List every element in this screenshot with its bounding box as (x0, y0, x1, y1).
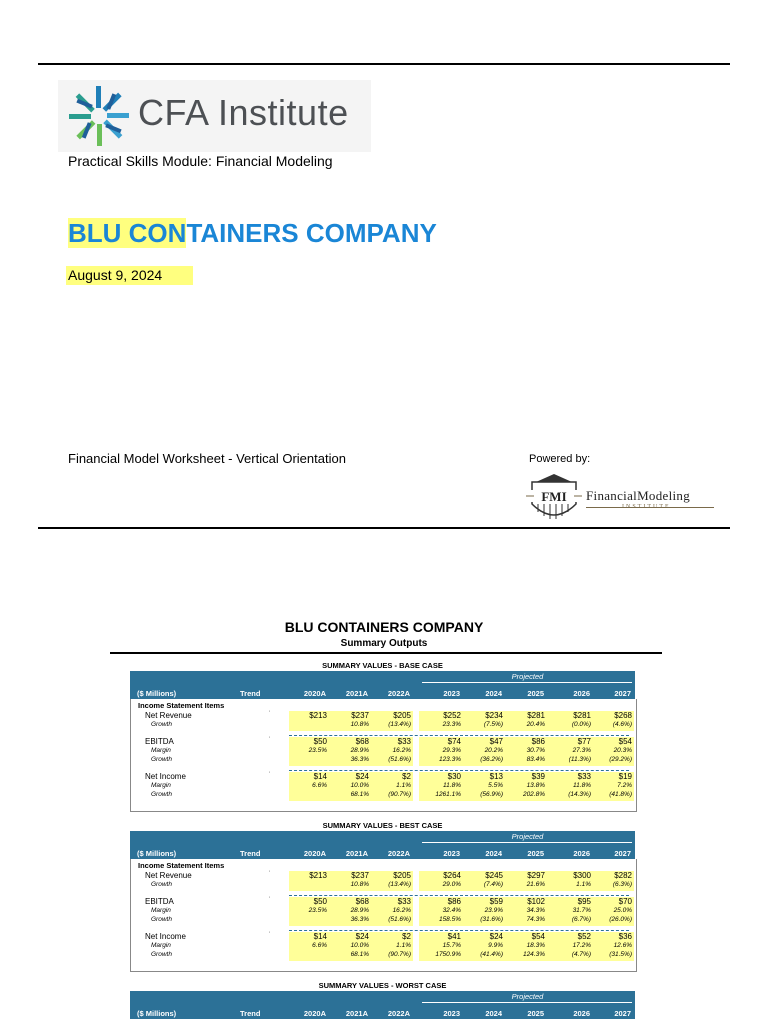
value-cell: $213 (309, 871, 327, 880)
subvalue-cell: 27.3% (572, 747, 591, 754)
value-cell: $14 (313, 932, 327, 941)
table-row (131, 737, 636, 747)
value-cell: $33 (397, 897, 411, 906)
subvalue-cell: 23.3% (442, 721, 461, 728)
subvalue-cell: 32.4% (442, 907, 461, 914)
section-label: Income Statement Items (138, 701, 225, 710)
report-date: August 9, 2024 (66, 266, 193, 285)
year-header: 2021A (345, 849, 368, 858)
subrow-label: Growth (151, 721, 172, 728)
subvalue-cell: (31.6%) (480, 916, 503, 923)
subvalue-cell: (36.2%) (480, 756, 503, 763)
value-cell: $95 (577, 897, 591, 906)
trend-sparkline: ' (269, 737, 271, 743)
projected-label: Projected (511, 832, 544, 841)
trend-label: Trend (240, 1009, 261, 1018)
value-cell: $54 (618, 737, 632, 746)
subrow-label: Margin (151, 747, 171, 754)
subvalue-cell: 20.3% (613, 747, 632, 754)
projected-divider (422, 1002, 632, 1003)
year-header: 2020A (303, 849, 326, 858)
value-cell: $41 (447, 932, 461, 941)
subvalue-cell: (90.7%) (388, 791, 411, 798)
subvalue-cell: 23.5% (308, 907, 327, 914)
section-label: Income Statement Items (138, 861, 225, 870)
value-cell: $102 (527, 897, 545, 906)
subvalue-cell: (26.0%) (609, 916, 632, 923)
subvalue-cell: 28.9% (350, 907, 369, 914)
top-rule (38, 63, 730, 65)
value-cell: $59 (489, 897, 503, 906)
value-cell: $54 (531, 932, 545, 941)
subvalue-cell: 6.6% (312, 782, 327, 789)
fmi-sub-text: INSTITUTE (622, 504, 671, 510)
worksheet-label: Financial Model Worksheet - Vertical Orientation (68, 451, 346, 466)
subvalue-cell: 7.2% (617, 782, 632, 789)
subvalue-cell: 1.1% (396, 942, 411, 949)
value-cell: $19 (618, 772, 632, 781)
fmi-abbrev-text: FMI (541, 489, 567, 504)
table-header (130, 991, 635, 1019)
value-cell: $264 (443, 871, 461, 880)
value-cell: $237 (351, 871, 369, 880)
value-cell: $14 (313, 772, 327, 781)
projected-divider (422, 682, 632, 683)
subrow-label: Margin (151, 782, 171, 789)
value-cell: $268 (614, 711, 632, 720)
subrow-label: Growth (151, 881, 172, 888)
row-label: Net Revenue (145, 871, 192, 880)
powered-by-label: Powered by: (529, 453, 591, 465)
subvalue-cell: (90.7%) (388, 951, 411, 958)
row-label: Net Income (145, 772, 186, 781)
subvalue-cell: (14.3%) (568, 791, 591, 798)
year-header: 2026 (573, 1009, 590, 1018)
subvalue-cell: 16.2% (392, 747, 411, 754)
subrow-label: Margin (151, 907, 171, 914)
subvalue-cell: (11.3%) (568, 756, 591, 763)
subvalue-cell: (51.6%) (388, 756, 411, 763)
subvalue-cell: 10.8% (350, 881, 369, 888)
subrow-label: Growth (151, 756, 172, 763)
year-header: 2022A (387, 1009, 410, 1018)
subvalue-cell: 12.6% (613, 942, 632, 949)
table-subrow (131, 756, 636, 766)
year-header: 2026 (573, 689, 590, 698)
company-title-rest: TAINERS COMPANY (186, 218, 437, 248)
units-label: ($ Millions) (137, 849, 177, 858)
subvalue-cell: 20.4% (526, 721, 545, 728)
subvalue-cell: 30.7% (526, 747, 545, 754)
units-label: ($ Millions) (137, 689, 177, 698)
subvalue-cell: 123.3% (438, 756, 461, 763)
table-row (131, 871, 636, 881)
subvalue-cell: 23.5% (308, 747, 327, 754)
fmi-shield-icon (526, 474, 582, 524)
projected-label: Projected (511, 992, 544, 1001)
subvalue-cell: 29.3% (442, 747, 461, 754)
trend-sparkline: ' (269, 711, 271, 717)
company-title (68, 218, 437, 249)
year-header: 2024 (485, 689, 502, 698)
trend-sparkline: ' (269, 871, 271, 877)
value-cell: $234 (485, 711, 503, 720)
subvalue-cell: 1750.9% (435, 951, 461, 958)
year-header: 2027 (614, 689, 631, 698)
subvalue-cell: 18.3% (526, 942, 545, 949)
case-title: SUMMARY VALUES - BEST CASE (322, 821, 443, 830)
subrow-label: Margin (151, 942, 171, 949)
group-divider (289, 930, 629, 931)
year-header: 2023 (443, 849, 460, 858)
subrow-label: Growth (151, 951, 172, 958)
value-cell: $47 (489, 737, 503, 746)
subvalue-cell: (41.8%) (609, 791, 632, 798)
value-cell: $2 (402, 772, 411, 781)
subvalue-cell: (13.4%) (388, 881, 411, 888)
value-cell: $13 (489, 772, 503, 781)
cfa-brand-text: CFA Institute (138, 92, 349, 133)
subvalue-cell: (29.2%) (609, 756, 632, 763)
fmi-logo (526, 474, 726, 524)
subvalue-cell: 25.0% (613, 907, 632, 914)
year-header: 2022A (387, 849, 410, 858)
fmi-name-text: FinancialModeling (586, 488, 691, 503)
value-cell: $245 (485, 871, 503, 880)
projected-label: Projected (511, 672, 544, 681)
subvalue-cell: 31.7% (572, 907, 591, 914)
subvalue-cell: (4.6%) (612, 721, 632, 728)
table-subrow (131, 721, 636, 731)
subvalue-cell: 13.8% (526, 782, 545, 789)
year-header: 2024 (485, 849, 502, 858)
year-header: 2020A (303, 1009, 326, 1018)
subvalue-cell: 11.8% (443, 782, 461, 789)
year-header: 2021A (345, 1009, 368, 1018)
trend-label: Trend (240, 689, 261, 698)
value-cell: $297 (527, 871, 545, 880)
subvalue-cell: 1.1% (576, 881, 591, 888)
value-cell: $50 (313, 897, 327, 906)
table-body (130, 699, 637, 812)
value-cell: $33 (397, 737, 411, 746)
module-subtitle: Practical Skills Module: Financial Modeling (68, 153, 333, 169)
value-cell: $74 (447, 737, 461, 746)
year-header: 2027 (614, 1009, 631, 1018)
company-title-highlight: BLU CON (68, 218, 187, 248)
subrow-label: Growth (151, 791, 172, 798)
subvalue-cell: 20.2% (484, 747, 503, 754)
summary-rule (110, 652, 662, 654)
table-row (131, 772, 636, 782)
subvalue-cell: 10.0% (350, 942, 369, 949)
subvalue-cell: (31.5%) (609, 951, 632, 958)
year-header: 2021A (345, 689, 368, 698)
summary-subtitle: Summary Outputs (340, 638, 428, 649)
subvalue-cell: 11.8% (573, 782, 591, 789)
year-header: 2025 (527, 1009, 544, 1018)
row-label: Net Revenue (145, 711, 192, 720)
case-title: SUMMARY VALUES - WORST CASE (318, 981, 447, 990)
subvalue-cell: 202.8% (522, 791, 545, 798)
cfa-logo (58, 80, 371, 152)
subvalue-cell: 36.3% (350, 756, 369, 763)
subvalue-cell: (56.9%) (480, 791, 503, 798)
value-cell: $205 (393, 711, 411, 720)
value-cell: $30 (447, 772, 461, 781)
table-row (131, 932, 636, 942)
trend-sparkline: ' (269, 772, 271, 778)
value-cell: $86 (447, 897, 461, 906)
value-cell: $24 (355, 932, 369, 941)
cfa-pinwheel-icon (66, 84, 132, 148)
value-cell: $33 (577, 772, 591, 781)
year-header: 2023 (443, 1009, 460, 1018)
subvalue-cell: (6.7%) (571, 916, 591, 923)
subrow-label: Growth (151, 916, 172, 923)
year-header: 2024 (485, 1009, 502, 1018)
subvalue-cell: 10.8% (350, 721, 369, 728)
value-cell: $77 (577, 737, 591, 746)
year-header: 2023 (443, 689, 460, 698)
value-cell: $68 (355, 737, 369, 746)
value-cell: $50 (313, 737, 327, 746)
value-cell: $281 (527, 711, 545, 720)
group-divider (289, 735, 629, 736)
table-row (131, 711, 636, 721)
value-cell: $300 (573, 871, 591, 880)
table-subrow (131, 881, 636, 891)
subvalue-cell: (0.0%) (571, 721, 591, 728)
value-cell: $213 (309, 711, 327, 720)
subvalue-cell: 68.1% (350, 791, 369, 798)
subvalue-cell: 23.9% (484, 907, 503, 914)
group-divider (289, 770, 629, 771)
value-cell: $52 (577, 932, 591, 941)
value-cell: $2 (402, 932, 411, 941)
subvalue-cell: 68.1% (350, 951, 369, 958)
subvalue-cell: 17.2% (572, 942, 591, 949)
subvalue-cell: 16.2% (392, 907, 411, 914)
subvalue-cell: 124.3% (522, 951, 545, 958)
subvalue-cell: 83.4% (526, 756, 545, 763)
table-header (130, 671, 635, 699)
value-cell: $237 (351, 711, 369, 720)
subvalue-cell: 1.1% (396, 782, 411, 789)
subvalue-cell: 29.0% (442, 881, 461, 888)
subvalue-cell: (4.7%) (571, 951, 591, 958)
subvalue-cell: 15.7% (442, 942, 461, 949)
subvalue-cell: 21.6% (526, 881, 545, 888)
trend-sparkline: ' (269, 932, 271, 938)
year-header: 2025 (527, 689, 544, 698)
table-subrow (131, 951, 636, 961)
subvalue-cell: (6.3%) (612, 881, 632, 888)
table-row (131, 897, 636, 907)
subvalue-cell: 1261.1% (435, 791, 461, 798)
value-cell: $24 (489, 932, 503, 941)
value-cell: $86 (531, 737, 545, 746)
group-divider (289, 895, 629, 896)
subvalue-cell: (13.4%) (388, 721, 411, 728)
value-cell: $70 (618, 897, 632, 906)
value-cell: $68 (355, 897, 369, 906)
row-label: Net Income (145, 932, 186, 941)
table-header (130, 831, 635, 859)
subvalue-cell: 36.3% (350, 916, 369, 923)
subvalue-cell: 158.5% (438, 916, 461, 923)
subvalue-cell: 6.6% (312, 942, 327, 949)
subvalue-cell: 34.3% (526, 907, 545, 914)
subvalue-cell: 10.0% (350, 782, 369, 789)
trend-sparkline: ' (269, 897, 271, 903)
projected-divider (422, 842, 632, 843)
units-label: ($ Millions) (137, 1009, 177, 1018)
value-cell: $282 (614, 871, 632, 880)
subvalue-cell: (41.4%) (480, 951, 503, 958)
case-title: SUMMARY VALUES - BASE CASE (322, 661, 443, 670)
value-cell: $24 (355, 772, 369, 781)
year-header: 2022A (387, 689, 410, 698)
subvalue-cell: 74.3% (526, 916, 545, 923)
table-body (130, 859, 637, 972)
table-subrow (131, 791, 636, 801)
year-header: 2026 (573, 849, 590, 858)
year-header: 2025 (527, 849, 544, 858)
value-cell: $252 (443, 711, 461, 720)
year-header: 2020A (303, 689, 326, 698)
trend-label: Trend (240, 849, 261, 858)
subvalue-cell: (7.5%) (483, 721, 503, 728)
value-cell: $36 (618, 932, 632, 941)
value-cell: $39 (531, 772, 545, 781)
bottom-rule (38, 527, 730, 529)
value-cell: $205 (393, 871, 411, 880)
subvalue-cell: 28.9% (350, 747, 369, 754)
subvalue-cell: (51.6%) (388, 916, 411, 923)
table-subrow (131, 916, 636, 926)
value-cell: $281 (573, 711, 591, 720)
subvalue-cell: 9.9% (488, 942, 503, 949)
subvalue-cell: 5.5% (488, 782, 503, 789)
row-label: EBITDA (145, 897, 174, 906)
summary-title: BLU CONTAINERS COMPANY (284, 619, 484, 635)
year-header: 2027 (614, 849, 631, 858)
subvalue-cell: (7.4%) (483, 881, 503, 888)
row-label: EBITDA (145, 737, 174, 746)
